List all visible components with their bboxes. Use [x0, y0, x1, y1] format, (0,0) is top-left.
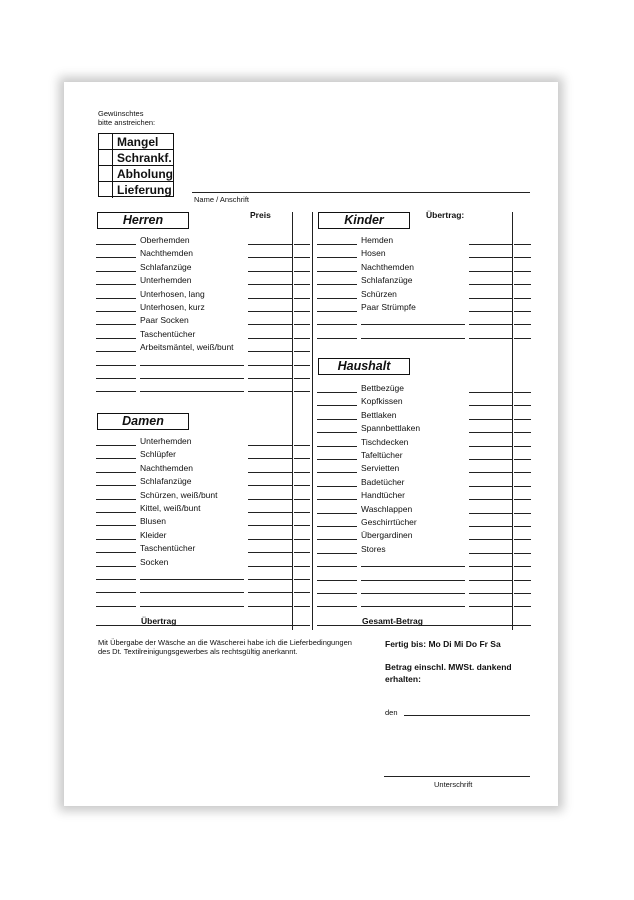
price-cents-line[interactable]	[514, 432, 531, 433]
item-label: Nachthemden	[140, 248, 193, 259]
quantity-line[interactable]	[317, 459, 357, 460]
price-cents-line[interactable]	[514, 446, 531, 447]
item-label: Nachthemden	[140, 462, 193, 473]
item-name-line[interactable]	[140, 606, 244, 607]
price-cents-line[interactable]	[514, 593, 531, 594]
item-label: Arbeitsmäntel, weiß/bunt	[140, 342, 234, 353]
price-line[interactable]	[469, 446, 512, 447]
quantity-line[interactable]	[96, 579, 136, 580]
price-cents-line[interactable]	[294, 391, 310, 392]
item-name-line[interactable]	[361, 338, 465, 339]
price-cents-line[interactable]	[514, 338, 531, 339]
item-label: Taschentücher	[140, 543, 196, 554]
quantity-line[interactable]	[96, 485, 136, 486]
item-label: Nachthemden	[361, 261, 414, 272]
footer-gesamt-label: Gesamt-Betrag	[362, 616, 423, 626]
item-label: Socken	[140, 556, 169, 567]
quantity-line[interactable]	[96, 298, 136, 299]
item-label: Tafeltücher	[361, 450, 403, 460]
option-label: Mangel	[117, 135, 159, 149]
quantity-line[interactable]	[96, 512, 136, 513]
price-cents-line[interactable]	[294, 351, 310, 352]
quantity-line[interactable]	[96, 458, 136, 459]
price-cents-line[interactable]	[294, 271, 310, 272]
quantity-line[interactable]	[317, 606, 357, 607]
column-divider-right	[512, 212, 513, 630]
item-label: Unterhosen, lang	[140, 288, 205, 299]
preis-label: Preis	[250, 210, 271, 220]
quantity-line[interactable]	[317, 593, 357, 594]
quantity-line[interactable]	[317, 486, 357, 487]
item-label: Schürzen	[361, 288, 397, 299]
quantity-line[interactable]	[96, 606, 136, 607]
price-line[interactable]	[469, 419, 512, 420]
price-cents-line[interactable]	[514, 419, 531, 420]
quantity-line[interactable]	[317, 419, 357, 420]
quantity-line[interactable]	[96, 271, 136, 272]
item-label: Unterhosen, kurz	[140, 302, 205, 312]
price-cents-line[interactable]	[514, 553, 531, 554]
quantity-line[interactable]	[317, 499, 357, 500]
price-line[interactable]	[469, 593, 512, 594]
column-divider-left-2	[312, 212, 313, 630]
price-cents-line[interactable]	[294, 539, 310, 540]
price-cents-line[interactable]	[294, 298, 310, 299]
footer-uebertrag-label: Übertrag	[141, 616, 177, 626]
quantity-line[interactable]	[96, 338, 136, 339]
price-line[interactable]	[248, 499, 292, 500]
price-line[interactable]	[469, 472, 512, 473]
quantity-line[interactable]	[317, 284, 357, 285]
quantity-line[interactable]	[317, 338, 357, 339]
item-name-line[interactable]	[140, 365, 244, 366]
item-label: Stores	[361, 543, 386, 554]
item-label: Waschlappen	[361, 503, 413, 514]
item-name-line[interactable]	[140, 592, 244, 593]
price-cents-line[interactable]	[514, 405, 531, 406]
item-label: Tischdecken	[361, 436, 409, 447]
item-label: Übergardinen	[361, 530, 413, 541]
item-label: Paar Strümpfe	[361, 302, 416, 312]
price-cents-line[interactable]	[294, 338, 310, 339]
quantity-line[interactable]	[96, 351, 136, 352]
price-line[interactable]	[469, 580, 512, 581]
item-label: Taschentücher	[140, 328, 196, 339]
price-cents-line[interactable]	[294, 257, 310, 258]
price-line[interactable]	[469, 553, 512, 554]
item-label: Oberhemden	[140, 235, 190, 245]
price-cents-line[interactable]	[514, 486, 531, 487]
section-title-herren: Herren	[97, 212, 189, 229]
price-cents-line[interactable]	[294, 512, 310, 513]
section-title-damen: Damen	[97, 413, 189, 430]
signature-line[interactable]	[384, 776, 530, 777]
price-line[interactable]	[469, 257, 512, 258]
price-line[interactable]	[469, 324, 512, 325]
date-line[interactable]	[404, 715, 530, 716]
price-line[interactable]	[248, 525, 292, 526]
quantity-line[interactable]	[96, 311, 136, 312]
price-cents-line[interactable]	[294, 311, 310, 312]
item-label: Geschirrtücher	[361, 517, 417, 527]
option-schrankfertig[interactable]	[99, 150, 173, 166]
price-cents-line[interactable]	[294, 592, 310, 593]
price-cents-line[interactable]	[294, 485, 310, 486]
price-cents-line[interactable]	[514, 298, 531, 299]
quantity-line[interactable]	[317, 432, 357, 433]
item-label: Bettlaken	[361, 409, 397, 420]
price-line[interactable]	[248, 579, 292, 580]
price-line[interactable]	[469, 566, 512, 567]
quantity-line[interactable]	[317, 271, 357, 272]
option-label: Schrankf.	[117, 151, 172, 165]
price-cents-line[interactable]	[294, 552, 310, 553]
price-cents-line[interactable]	[294, 324, 310, 325]
quantity-line[interactable]	[317, 580, 357, 581]
price-cents-line[interactable]	[294, 606, 310, 607]
quantity-line[interactable]	[317, 324, 357, 325]
price-cents-line[interactable]	[514, 526, 531, 527]
price-line[interactable]	[469, 244, 512, 245]
quantity-line[interactable]	[317, 513, 357, 514]
price-line[interactable]	[248, 284, 292, 285]
price-line[interactable]	[469, 513, 512, 514]
price-line[interactable]	[248, 257, 292, 258]
price-cents-line[interactable]	[294, 365, 310, 366]
price-line[interactable]	[248, 552, 292, 553]
item-name-line[interactable]	[140, 391, 244, 392]
price-line[interactable]	[469, 486, 512, 487]
quantity-line[interactable]	[96, 445, 136, 446]
service-options-box	[98, 133, 174, 197]
item-name-line[interactable]	[140, 579, 244, 580]
item-label: Unterhemden	[140, 275, 192, 286]
footer-divider-right	[317, 625, 531, 626]
quantity-line[interactable]	[317, 526, 357, 527]
quantity-line[interactable]	[317, 311, 357, 312]
item-label: Hosen	[361, 248, 386, 259]
quantity-line[interactable]	[96, 378, 136, 379]
price-line[interactable]	[469, 284, 512, 285]
price-line[interactable]	[248, 324, 292, 325]
price-line[interactable]	[248, 298, 292, 299]
laundry-order-form	[64, 82, 558, 806]
item-label: Badetücher	[361, 476, 405, 487]
price-line[interactable]	[469, 526, 512, 527]
price-cents-line[interactable]	[514, 392, 531, 393]
name-address-label: Name / Anschrift	[194, 195, 250, 204]
option-abholung[interactable]	[99, 166, 173, 182]
price-cents-line[interactable]	[294, 566, 310, 567]
quantity-line[interactable]	[317, 405, 357, 406]
quantity-line[interactable]	[96, 539, 136, 540]
price-cents-line[interactable]	[294, 284, 310, 285]
item-label: Schlafanzüge	[140, 476, 192, 487]
price-line[interactable]	[248, 458, 292, 459]
quantity-line[interactable]	[317, 298, 357, 299]
instruction-line-1: Gewünschtes	[98, 109, 144, 118]
quantity-line[interactable]	[317, 257, 357, 258]
quantity-line[interactable]	[96, 552, 136, 553]
betrag-line-2: erhalten:	[385, 674, 421, 684]
price-line[interactable]	[469, 432, 512, 433]
price-line[interactable]	[469, 311, 512, 312]
item-name-line[interactable]	[361, 580, 465, 581]
item-label: Spannbettlaken	[361, 423, 421, 434]
price-cents-line[interactable]	[514, 459, 531, 460]
option-label: Lieferung	[117, 183, 172, 197]
price-cents-line[interactable]	[514, 513, 531, 514]
price-line[interactable]	[248, 391, 292, 392]
quantity-line[interactable]	[96, 244, 136, 245]
price-cents-line[interactable]	[294, 244, 310, 245]
item-label: Schlafanzüge	[140, 261, 192, 272]
price-cents-line[interactable]	[514, 257, 531, 258]
terms-line-1: Mit Übergabe der Wäsche an die Wäscherei habe ich die Lieferbedingungen	[98, 638, 352, 647]
betrag-line-1: Betrag einschl. MWSt. dankend	[385, 662, 512, 672]
price-cents-line[interactable]	[294, 458, 310, 459]
price-line[interactable]	[469, 271, 512, 272]
price-cents-line[interactable]	[514, 324, 531, 325]
price-line[interactable]	[469, 298, 512, 299]
price-line[interactable]	[248, 244, 292, 245]
price-line[interactable]	[248, 365, 292, 366]
quantity-line[interactable]	[96, 525, 136, 526]
quantity-line[interactable]	[317, 566, 357, 567]
quantity-line[interactable]	[317, 553, 357, 554]
price-line[interactable]	[248, 592, 292, 593]
uebertrag-header-label: Übertrag:	[426, 210, 465, 220]
price-line[interactable]	[248, 566, 292, 567]
item-name-line[interactable]	[361, 593, 465, 594]
price-line[interactable]	[248, 378, 292, 379]
price-line[interactable]	[248, 311, 292, 312]
price-line[interactable]	[469, 338, 512, 339]
price-cents-line[interactable]	[294, 445, 310, 446]
footer-divider-left	[96, 625, 310, 626]
item-label: Kopfkissen	[361, 396, 403, 407]
price-line[interactable]	[248, 512, 292, 513]
column-divider-left-1	[292, 212, 293, 630]
option-checkbox[interactable]	[99, 166, 113, 182]
price-line[interactable]	[469, 539, 512, 540]
price-line[interactable]	[248, 338, 292, 339]
quantity-line[interactable]	[96, 365, 136, 366]
option-label: Abholung	[117, 167, 173, 181]
item-name-line[interactable]	[361, 606, 465, 607]
item-label: Kleider	[140, 529, 167, 540]
price-line[interactable]	[469, 405, 512, 406]
quantity-line[interactable]	[96, 284, 136, 285]
item-label: Schlafanzüge	[361, 275, 413, 286]
quantity-line[interactable]	[96, 324, 136, 325]
quantity-line[interactable]	[317, 244, 357, 245]
item-name-line[interactable]	[361, 324, 465, 325]
instruction-line-2: bitte anstreichen:	[98, 118, 156, 127]
item-label: Schlüpfer	[140, 449, 176, 460]
item-label: Kittel, weiß/bunt	[140, 503, 201, 513]
quantity-line[interactable]	[96, 566, 136, 567]
price-cents-line[interactable]	[514, 499, 531, 500]
quantity-line[interactable]	[317, 539, 357, 540]
price-cents-line[interactable]	[514, 539, 531, 540]
price-line[interactable]	[248, 539, 292, 540]
item-label: Unterhemden	[140, 436, 192, 446]
price-cents-line[interactable]	[514, 271, 531, 272]
item-name-line[interactable]	[140, 378, 244, 379]
price-line[interactable]	[248, 485, 292, 486]
name-address-line[interactable]	[192, 192, 530, 193]
price-cents-line[interactable]	[514, 472, 531, 473]
price-line[interactable]	[469, 459, 512, 460]
price-line[interactable]	[248, 606, 292, 607]
quantity-line[interactable]	[96, 391, 136, 392]
price-cents-line[interactable]	[294, 472, 310, 473]
item-label: Bettbezüge	[361, 383, 405, 393]
price-line[interactable]	[248, 351, 292, 352]
price-cents-line[interactable]	[514, 580, 531, 581]
item-label: Paar Socken	[140, 315, 189, 326]
quantity-line[interactable]	[317, 392, 357, 393]
quantity-line[interactable]	[317, 472, 357, 473]
quantity-line[interactable]	[96, 592, 136, 593]
item-label: Blusen	[140, 516, 166, 527]
price-cents-line[interactable]	[514, 606, 531, 607]
quantity-line[interactable]	[96, 472, 136, 473]
price-line[interactable]	[469, 392, 512, 393]
price-cents-line[interactable]	[514, 284, 531, 285]
price-line[interactable]	[248, 445, 292, 446]
item-label: Schürzen, weiß/bunt	[140, 489, 218, 500]
section-title-haushalt: Haushalt	[318, 358, 410, 375]
option-checkbox[interactable]	[99, 182, 113, 198]
option-lieferung[interactable]	[99, 182, 173, 198]
quantity-line[interactable]	[96, 499, 136, 500]
fertig-bis-days[interactable]: Fertig bis: Mo Di Mi Do Fr Sa	[385, 639, 501, 649]
price-cents-line[interactable]	[294, 378, 310, 379]
price-line[interactable]	[248, 472, 292, 473]
quantity-line[interactable]	[96, 257, 136, 258]
quantity-line[interactable]	[317, 446, 357, 447]
den-label: den	[385, 708, 398, 717]
item-label: Hemden	[361, 235, 394, 245]
terms-line-2: des Dt. Textilreinigungsgewerbes als rechtsgültig anerkannt.	[98, 647, 298, 656]
section-title-kinder: Kinder	[318, 212, 410, 229]
option-checkbox[interactable]	[99, 150, 113, 166]
price-cents-line[interactable]	[514, 566, 531, 567]
item-label: Servietten	[361, 463, 400, 474]
item-label: Handtücher	[361, 490, 405, 501]
item-name-line[interactable]	[361, 566, 465, 567]
option-checkbox[interactable]	[99, 134, 113, 150]
price-line[interactable]	[469, 499, 512, 500]
price-cents-line[interactable]	[294, 499, 310, 500]
price-cents-line[interactable]	[514, 311, 531, 312]
price-cents-line[interactable]	[294, 579, 310, 580]
unterschrift-label: Unterschrift	[434, 780, 473, 789]
price-cents-line[interactable]	[294, 525, 310, 526]
option-mangel[interactable]	[99, 134, 173, 150]
price-line[interactable]	[248, 271, 292, 272]
price-line[interactable]	[469, 606, 512, 607]
price-cents-line[interactable]	[514, 244, 531, 245]
